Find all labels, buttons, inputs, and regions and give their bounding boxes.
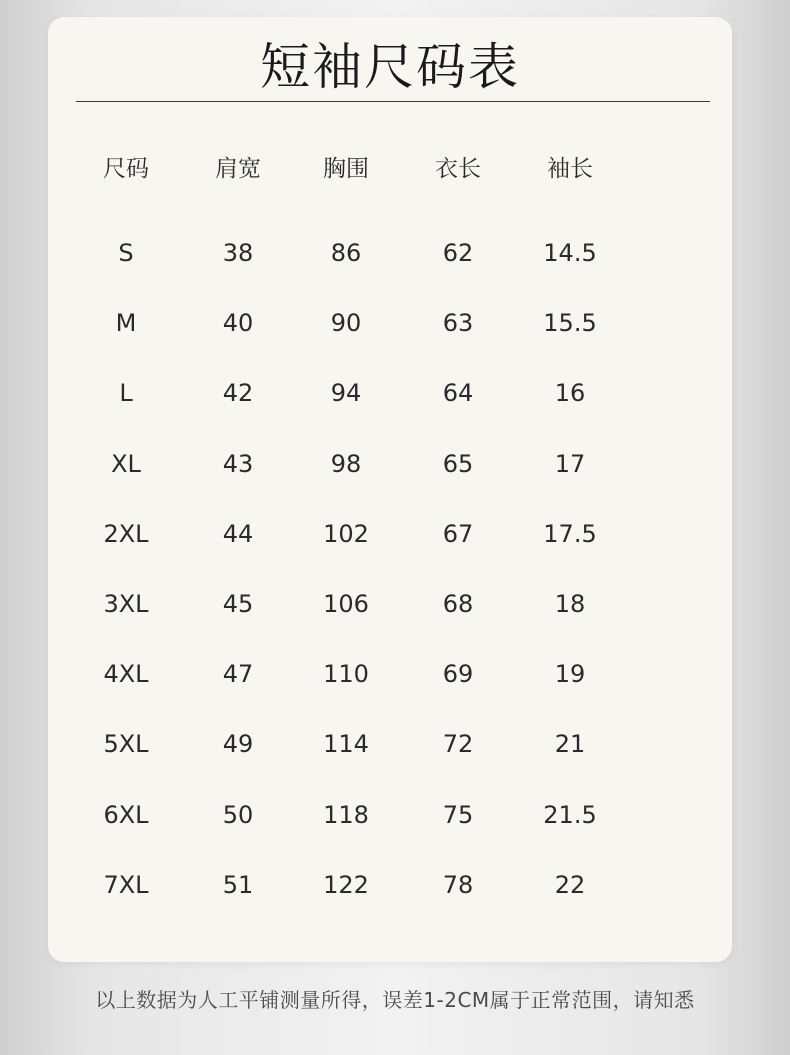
table-cell: 14.5 <box>543 239 597 267</box>
column-header: 胸围 <box>323 156 369 182</box>
column-header: 袖长 <box>547 156 593 182</box>
table-cell: 67 <box>442 519 474 548</box>
table-cell: 17 <box>554 449 586 478</box>
table-cell: 19 <box>554 660 586 689</box>
table-cell: 15.5 <box>543 309 597 338</box>
size-label: 6XL <box>103 800 149 829</box>
table-cell: 98 <box>330 449 362 478</box>
table-cell: 110 <box>323 660 369 689</box>
table-cell: 118 <box>323 800 369 829</box>
table-cell: 17.5 <box>543 519 597 548</box>
size-chart-card <box>48 17 732 962</box>
table-cell: 51 <box>222 870 254 899</box>
size-label: L <box>119 379 133 408</box>
table-cell: 63 <box>442 309 474 338</box>
size-label: 7XL <box>103 870 149 899</box>
column-header: 肩宽 <box>215 156 261 182</box>
table-cell: 72 <box>442 730 474 759</box>
size-label: XL <box>111 449 141 478</box>
table-cell: 68 <box>442 590 474 618</box>
column-header: 尺码 <box>103 156 149 182</box>
size-label: M <box>115 309 137 338</box>
table-cell: 65 <box>442 449 474 478</box>
table-cell: 38 <box>222 239 254 267</box>
table-cell: 69 <box>442 660 474 689</box>
table-cell: 106 <box>323 590 369 618</box>
table-cell: 22 <box>554 870 586 899</box>
table-cell: 102 <box>323 519 369 548</box>
size-label: 2XL <box>103 519 149 548</box>
table-cell: 122 <box>323 870 369 899</box>
size-label: 4XL <box>103 660 149 689</box>
table-cell: 94 <box>330 379 362 408</box>
measurement-note: 以上数据为人工平铺测量所得，误差1-2CM属于正常范围，请知悉 <box>95 988 695 1012</box>
table-cell: 49 <box>222 730 254 759</box>
table-cell: 50 <box>222 800 254 829</box>
page-title: 短袖尺码表 <box>260 38 520 96</box>
table-cell: 64 <box>442 379 474 408</box>
table-cell: 21.5 <box>543 800 597 829</box>
table-cell: 44 <box>222 519 254 548</box>
table-cell: 16 <box>554 379 586 408</box>
table-cell: 40 <box>222 309 254 338</box>
table-cell: 18 <box>554 590 586 618</box>
table-cell: 78 <box>442 870 474 899</box>
column-header: 衣长 <box>435 156 481 182</box>
table-cell: 114 <box>323 730 369 759</box>
size-label: 5XL <box>103 730 149 759</box>
size-label: S <box>118 239 134 267</box>
table-cell: 21 <box>554 730 586 759</box>
table-cell: 42 <box>222 379 254 408</box>
table-cell: 90 <box>330 309 362 338</box>
table-cell: 43 <box>222 449 254 478</box>
table-cell: 86 <box>330 239 362 267</box>
table-cell: 45 <box>222 590 254 618</box>
size-table <box>48 17 732 962</box>
table-cell: 47 <box>222 660 254 689</box>
size-label: 3XL <box>103 590 149 618</box>
table-cell: 75 <box>442 800 474 829</box>
table-cell: 62 <box>442 239 474 267</box>
